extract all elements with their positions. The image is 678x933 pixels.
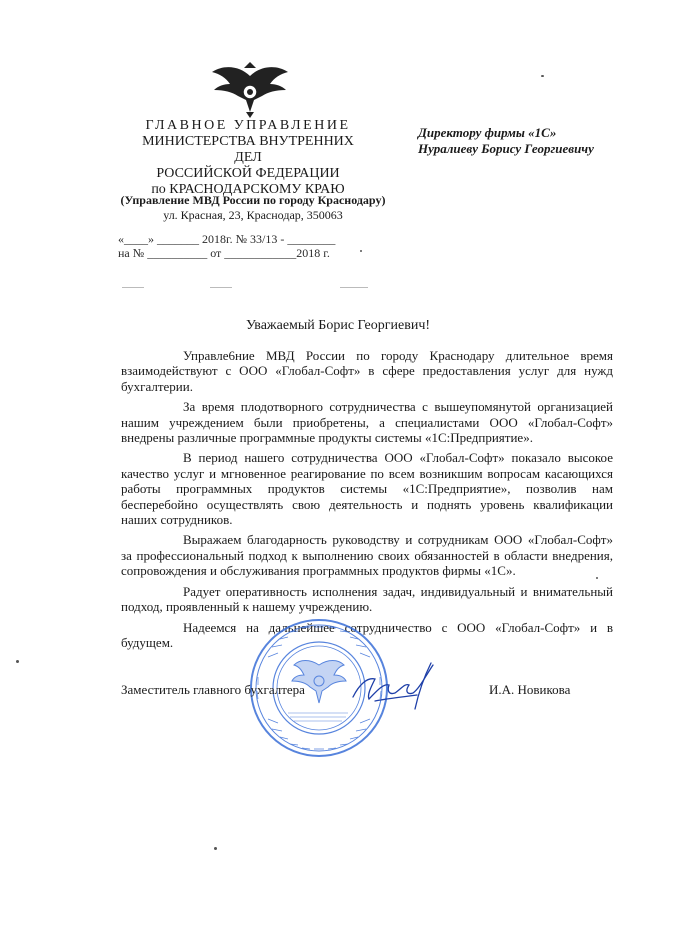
eagle-emblem-icon [210, 62, 290, 118]
department-address: ул. Красная, 23, Краснодар, 350063 [163, 208, 343, 222]
body-paragraph: В период нашего сотрудничества ООО «Глобал-Софт» показало высокое качество услуг и мгновенное реагирование по всем возникшим вопросам касающихся работы программных продуктов системы «1С:Предприятие», позволив нам бесперебойно осуществлять свою деятельность и поднять уровень квалификации наших сотрудников. [121, 450, 613, 528]
org-line: РОССИЙСКОЙ ФЕДЕРАЦИИ [156, 166, 340, 181]
org-line: ГЛАВНОЕ УПРАВЛЕНИЕ [145, 118, 351, 133]
blank-line [210, 287, 232, 288]
salutation: Уважаемый Борис Георгиевич! [245, 318, 431, 333]
scan-speck [596, 577, 598, 579]
recipient-name: Нуралиеву Борису Георгиевичу [418, 141, 594, 156]
org-line: по КРАСНОДАРСКОМУ КРАЮ [151, 182, 345, 197]
body-paragraph: Надеемся на дальнейшее сотрудничество с ООО «Глобал-Софт» и в будущем. [121, 619, 613, 650]
reference-line-outgoing: «____» _______ 2018г. № 33/13 - ________ [118, 232, 336, 246]
org-line: МИНИСТЕРСТВА ВНУТРЕННИХ ДЕЛ [142, 134, 354, 165]
recipient-position: Директору фирмы «1С» [418, 125, 557, 140]
body-paragraph: За время плодотворного сотрудничества с вышеупомянутой организацией нашим учреждением были приобретены, а специалистами ООО «Глобал-Софт» внедрены различные программные продукты системы «1С:Предприятие». [121, 399, 613, 446]
reference-line-incoming: на № __________ от ____________2018 г. [118, 246, 330, 260]
body-paragraph: Выражаем благодарность руководству и сотрудникам ООО «Глобал-Софт» за профессиональный подход к выполнению своих обязанностей в области внедрения, сопровождения и обслуживания программных продуктов фирмы «1С». [121, 532, 613, 579]
department-block [118, 193, 388, 223]
signer-position: Заместитель главного бухгалтера [121, 682, 305, 697]
body-paragraph: Управле6ние МВД России по городу Краснодару длительное время взаимодействуют с ООО «Глобал-Софт» в сфере предоставления услуг для нужд бухгалтерии. [121, 348, 613, 394]
letter-body [121, 348, 613, 655]
signer-name: И.А. Новикова [489, 682, 571, 697]
scan-speck [16, 660, 19, 663]
organization-header [128, 118, 368, 198]
scan-speck [214, 847, 217, 850]
scan-speck [541, 75, 544, 77]
reference-block [118, 232, 378, 260]
handwritten-signature-icon [345, 657, 445, 717]
recipient-block [418, 125, 658, 157]
department-name: (Управление МВД России по городу Краснодару) [120, 193, 386, 207]
blank-line [340, 287, 368, 288]
scan-speck [360, 250, 362, 252]
blank-line [122, 287, 144, 288]
body-paragraph: Радует оперативность исполнения задач, индивидуальный и внимательный подход, проявленный к нашему учреждению. [121, 583, 613, 615]
